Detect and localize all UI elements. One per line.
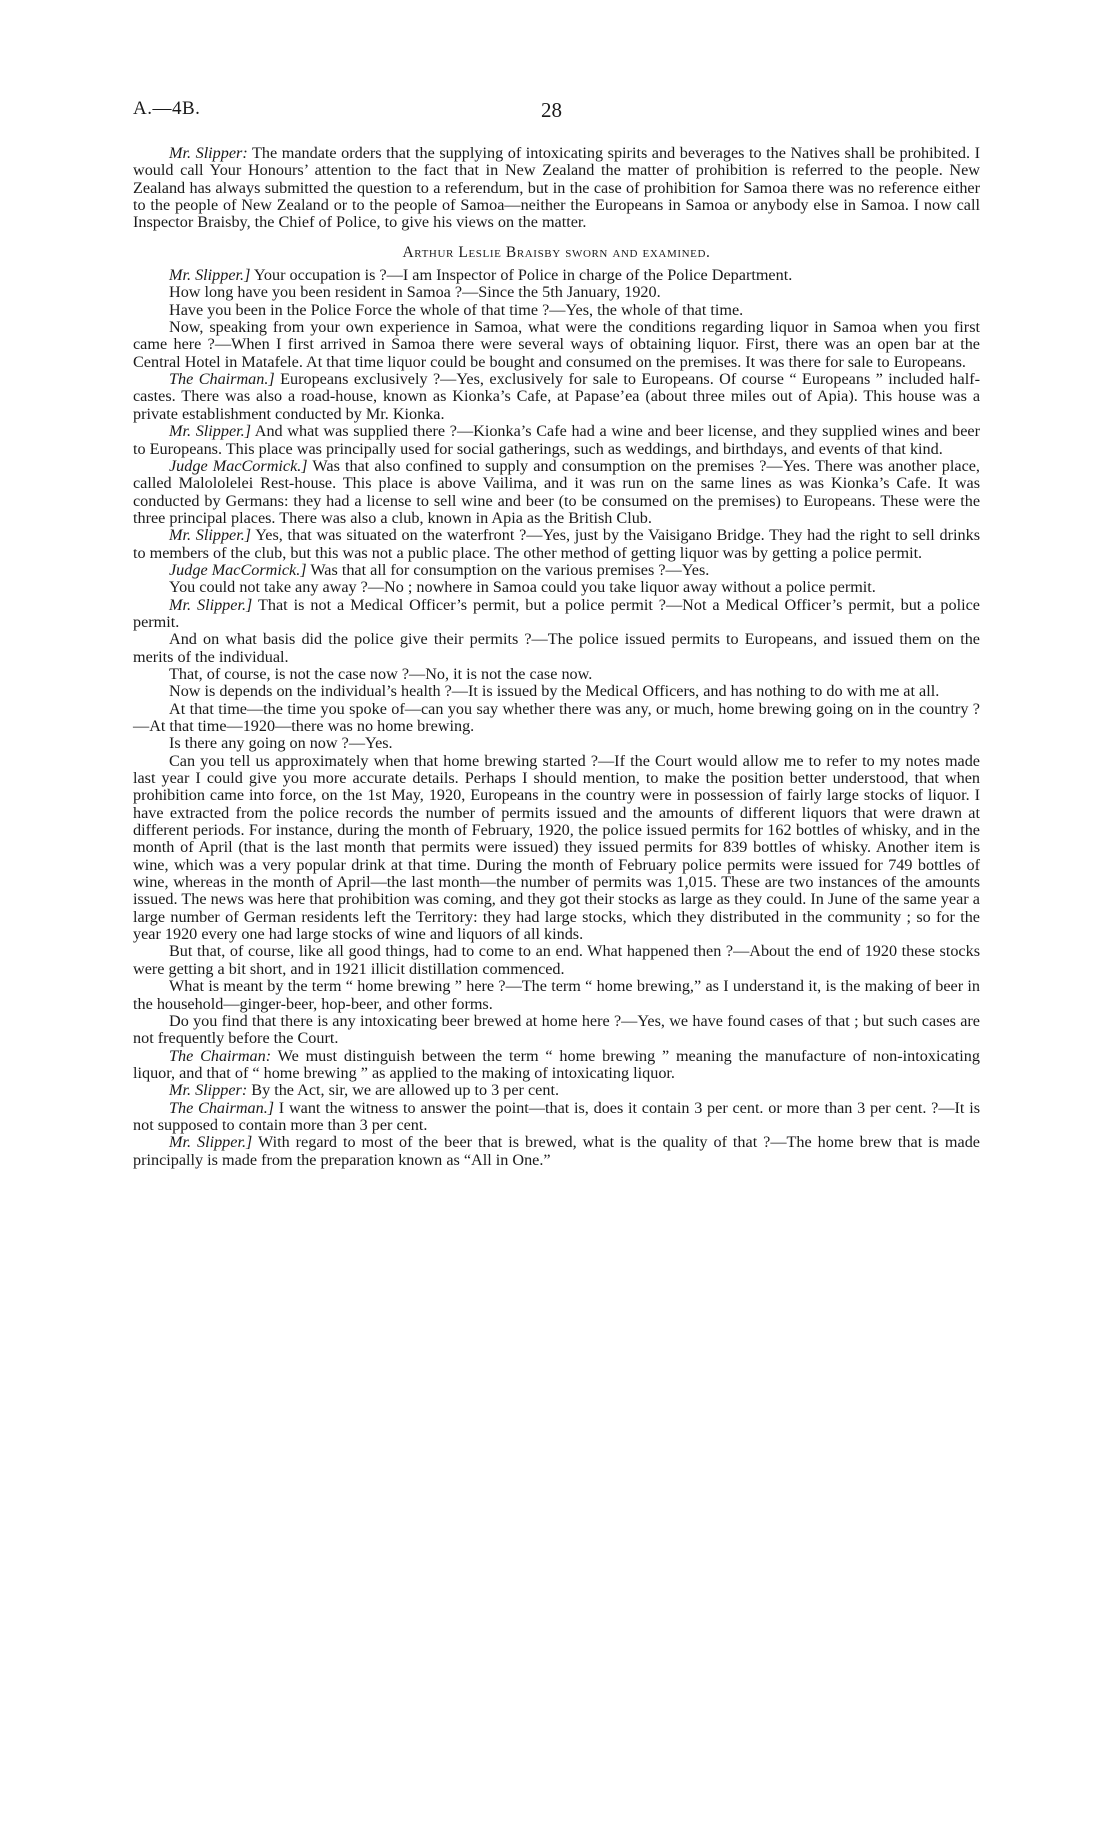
paragraph-text: Have you been in the Police Force the whole of that time ?—Yes, the whole of that time. xyxy=(169,300,744,319)
paragraph-text: The mandate orders that the supplying of intoxicating spirits and beverages to the Natives shall be prohibited. I would call Your Honours’ attention to the fact that in New Zealand the matter of prohibition is referred to the people. New Zealand has always submitted the question to a referendum, but in the case of prohibition for Samoa there was no reference either to the people of New Zealand or to the people of Samoa—neither the Europeans in Samoa or anybody else in Samoa. I now call Inspector Braisby, the Chief of Police, to give his views on the matter. xyxy=(133,144,981,232)
paragraph xyxy=(133,371,980,423)
paragraph-text: Is there any going on now ?—Yes. xyxy=(169,734,393,753)
document-reference: A.—4B. xyxy=(133,98,201,119)
paragraph-text: That, of course, is not the case now ?—No, it is not the case now. xyxy=(169,664,593,683)
speaker-label: Judge MacCormick.] xyxy=(169,456,308,475)
paragraph-text: And what was supplied there ?—Kionka’s Cafe had a wine and beer license, and they supplied wines and beer to Europeans. This place was principally used for social gatherings, such as weddings, and birthdays, and events of that kind. xyxy=(133,422,980,458)
speaker-label: Mr. Slipper.] xyxy=(169,1133,253,1152)
paragraph xyxy=(133,562,980,579)
paragraph xyxy=(133,753,980,944)
speaker-label: Mr. Slipper.] xyxy=(169,422,252,441)
paragraph-text: What is meant by the term “ home brewing ” here ?—The term “ home brewing,” as I understand it, is the making of beer in the household—ginger-beer, hop-beer, and other forms. xyxy=(133,977,980,1013)
body-text xyxy=(133,145,980,1169)
paragraph-text: Now is depends on the individual’s health ?—It is issued by the Medical Officers, and has nothing to do with me at all. xyxy=(169,682,940,701)
speaker-label: The Chairman: xyxy=(169,1046,272,1065)
paragraph-text: How long have you been resident in Samoa ?—Since the 5th January, 1920. xyxy=(169,283,661,302)
page-header xyxy=(133,98,983,128)
paragraph xyxy=(133,458,980,527)
speaker-label: The Chairman.] xyxy=(169,1098,275,1117)
paragraph-text: We must distinguish between the term “ home brewing ” meaning the manufacture of non-intoxicating liquor, and that of “ home brewing ” as applied to the making of intoxicating liquor. xyxy=(133,1046,980,1082)
paragraph xyxy=(133,735,980,752)
speaker-label: Mr. Slipper.] xyxy=(169,526,252,545)
paragraph xyxy=(133,1013,980,1048)
paragraph-text: With regard to most of the beer that is brewed, what is the quality of that ?—The home brew that is made principally is made from the preparation known as “All in One.” xyxy=(133,1133,980,1169)
paragraph xyxy=(133,423,980,458)
paragraph xyxy=(133,666,980,683)
paragraph xyxy=(133,267,980,284)
paragraph xyxy=(133,302,980,319)
paragraph xyxy=(133,943,980,978)
speaker-label: The Chairman.] xyxy=(169,370,275,389)
paragraph xyxy=(133,631,980,666)
paragraph xyxy=(133,284,980,301)
paragraph xyxy=(133,1048,980,1083)
paragraph-text: And on what basis did the police give their permits ?—The police issued permits to Europeans, and issued them on the merits of the individual. xyxy=(133,630,980,666)
paragraph-text: I want the witness to answer the point—that is, does it contain 3 per cent. or more than 3 per cent. ?—It is not supposed to contain more than 3 per cent. xyxy=(133,1098,980,1134)
paragraph-text: Was that also confined to supply and consumption on the premises ?—Yes. There was another place, called Malololelei Rest-house. This place is above Vailima, and it was run on the same lines as was Kionka’s Cafe. It was conducted by Germans: they had a license to sell wine and beer (to be consumed on the premises) to Europeans. These were the three principal places. There was also a club, known in Apia as the British Club. xyxy=(133,456,980,527)
paragraph xyxy=(133,978,980,1013)
paragraph-text: By the Act, sir, we are allowed up to 3 per cent. xyxy=(247,1081,560,1100)
speaker-label: Mr. Slipper.] xyxy=(169,266,251,285)
paragraph-text: But that, of course, like all good things, had to come to an end. What happened then ?—About the end of 1920 these stocks were getting a bit short, and in 1921 illicit distillation commenced. xyxy=(133,942,980,978)
paragraph xyxy=(133,701,980,736)
paragraph xyxy=(133,1082,980,1099)
paragraph-text: That is not a Medical Officer’s permit, but a police permit ?—Not a Medical Officer’s permit, but a police permit. xyxy=(133,595,980,631)
paragraph xyxy=(133,1100,980,1135)
paragraph-text: Your occupation is ?—I am Inspector of Police in charge of the Police Department. xyxy=(250,266,793,285)
paragraph xyxy=(133,319,980,371)
paragraph-text: At that time—the time you spoke of—can you say whether there was any, or much, home brewing going on in the country ?—At that time—1920—there was no home brewing. xyxy=(133,699,980,735)
paragraph-text: Now, speaking from your own experience in Samoa, what were the conditions regarding liquor in Samoa when you first came here ?—When I first arrived in Samoa there were several ways of obtaining liquor. First, there was an open bar at the Central Hotel in Matafele. At that time liquor could be bought and consumed on the premises. It was there for sale to Europeans. xyxy=(133,318,980,371)
paragraph-text: Do you find that there is any intoxicating beer brewed at home here ?—Yes, we have found cases of that ; but such cases are not frequently before the Court. xyxy=(133,1011,980,1048)
paragraph xyxy=(133,579,980,596)
paragraph xyxy=(133,145,980,232)
paragraph-text: You could not take any away ?—No ; nowhere in Samoa could you take liquor away without a police permit. xyxy=(169,578,876,597)
witness-heading: Arthur Leslie Braisby sworn and examined. xyxy=(402,243,711,261)
paragraph xyxy=(133,527,980,562)
paragraph-text: Can you tell us approximately when that home brewing started ?—If the Court would allow me to refer to my notes made last year I could give you more accurate details. Perhaps I should mention, to make the position better understood, that when prohibition came into force, on the 1st May, 1920, Europeans in the country were in possession of fairly large stocks of liquor. I have extracted from the police records the number of permits issued and the amounts of different liquors that were drawn at different periods. For instance, during the month of February, 1920, the police issued permits for 162 bottles of whisky, and in the month of April (that is the last month that permits were issued) they issued permits for 839 bottles of whisky. Another item is wine, which was a very popular drink at that time. During the month of February police permits were issued for 749 bottles of wine, whereas in the month of April—the last month—the number of permits was 1,015. These are two instances of the amounts issued. The news was here that prohibition was coming, and they got their stocks as large as they could. In June of the same year a large number of German residents left the Territory: they had large stocks, which they distributed in the community ; so for the year 1920 every one had large stocks of wine and liquors of all kinds. xyxy=(133,751,980,944)
page-number: 28 xyxy=(541,98,562,122)
paragraph-text: Was that all for consumption on the various premises ?—Yes. xyxy=(306,560,710,579)
paragraph xyxy=(133,597,980,632)
speaker-label: Mr. Slipper.] xyxy=(169,595,253,614)
paragraph xyxy=(133,683,980,700)
speaker-label: Mr. Slipper: xyxy=(169,144,248,162)
paragraph-text: Europeans exclusively ?—Yes, exclusively for sale to Europeans. Of course “ Europeans ” included half-castes. There was also a road-house, known as Kionka’s Cafe, at Papase’ea (about three miles out of Apia). This house was a private establishment conducted by Mr. Kionka. xyxy=(133,370,980,423)
paragraph-text: Yes, that was situated on the waterfront ?—Yes, just by the Vaisigano Bridge. They had the right to sell drinks to members of the club, but this was not a public place. The other method of getting liquor was by getting a police permit. xyxy=(133,526,980,562)
speaker-label: Judge MacCormick.] xyxy=(169,560,307,579)
paragraph xyxy=(133,1134,980,1169)
speaker-label: Mr. Slipper: xyxy=(169,1081,248,1100)
